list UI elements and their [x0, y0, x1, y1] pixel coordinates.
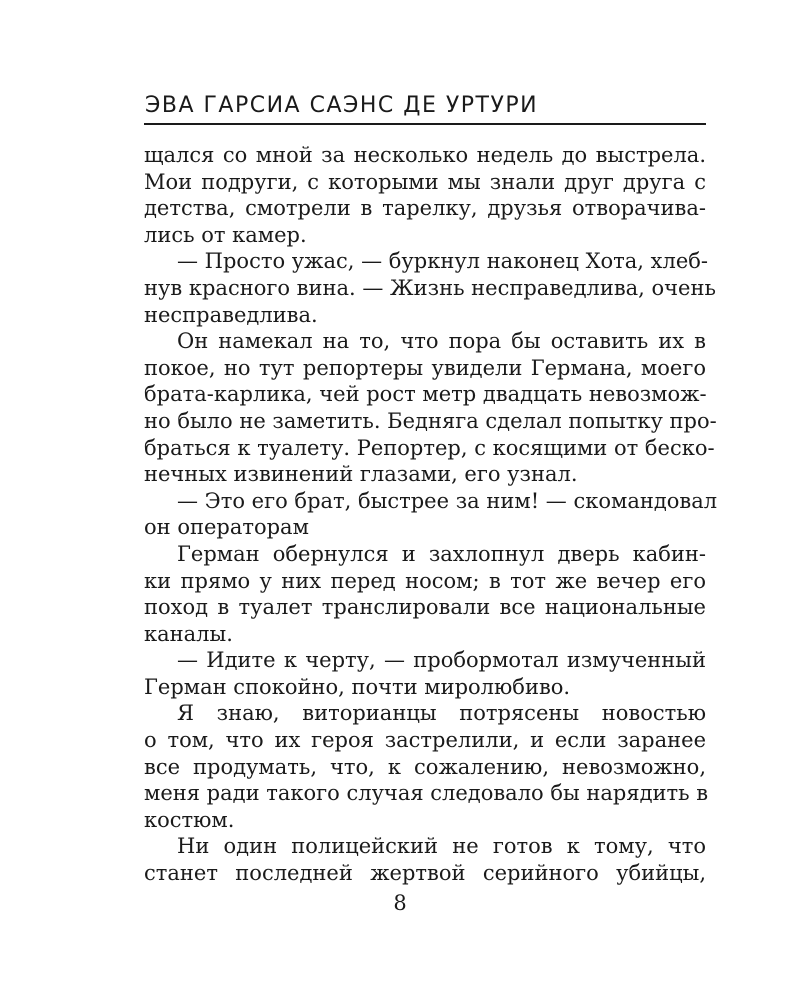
text-line: нув красного вина. — Жизнь несправедлива, очень [144, 275, 716, 300]
text-line: — Просто ужас, — буркнул наконец Хота, хлеб- [177, 249, 709, 274]
running-header-title: ЭВА ГАРСИА САЭНС ДЕ УРТУРИ [145, 93, 539, 118]
text-line: о том, что их героя застрелили, и если заранее [144, 728, 706, 753]
text-line: брата-карлика, чей рост метр двадцать невозмож- [144, 382, 707, 407]
text-line: покое, но тут репортеры увидели Германа, моего [144, 355, 706, 380]
text-line: он операторам [144, 515, 309, 540]
text-line: Ни один полицейский не готов к тому, что [177, 834, 706, 859]
text-line: костюм. [144, 807, 235, 832]
text-line: станет последней жертвой серийного убийцы, [144, 861, 706, 886]
text-line: щался со мной за несколько недель до выстрела. [144, 143, 706, 167]
body-text [144, 142, 718, 887]
text-line: Герман спокойно, почти миролюбиво. [144, 674, 571, 699]
page-number: 8 [393, 891, 407, 915]
text-line: лись от камер. [144, 222, 307, 247]
text-line: несправедлива. [144, 302, 318, 327]
text-line: ки прямо у них перед носом; в тот же вечер его [144, 568, 706, 593]
text-line: Я знаю, виторианцы потрясены новостью [177, 701, 706, 726]
text-line: Герман обернулся и захлопнул дверь кабин- [177, 541, 706, 566]
text-line: — Это его брат, быстрее за ним! — скомандовал [177, 488, 718, 513]
text-line: но было не заметить. Бедняга сделал попытку про- [144, 408, 717, 433]
text-line: Он намекал на то, что пора бы оставить их в [177, 329, 706, 354]
text-line: каналы. [144, 621, 233, 646]
text-line: детства, смотрели в тарелку, друзья отворачива- [144, 196, 706, 221]
text-line: браться к туалету. Репортер, с косящими от беско- [144, 435, 715, 460]
text-line: Мои подруги, с которыми мы знали друг друга с [144, 169, 706, 194]
text-line: — Идите к черту, — пробормотал измученный [177, 648, 706, 673]
text-line: нечных извинений глазами, его узнал. [144, 462, 578, 487]
text-line: все продумать, что, к сожалению, невозможно, [144, 754, 706, 779]
text-line: поход в туалет транслировали все национальные [144, 595, 706, 620]
text-line: меня ради такого случая следовало бы нарядить в [144, 781, 709, 806]
running-header [144, 93, 706, 125]
